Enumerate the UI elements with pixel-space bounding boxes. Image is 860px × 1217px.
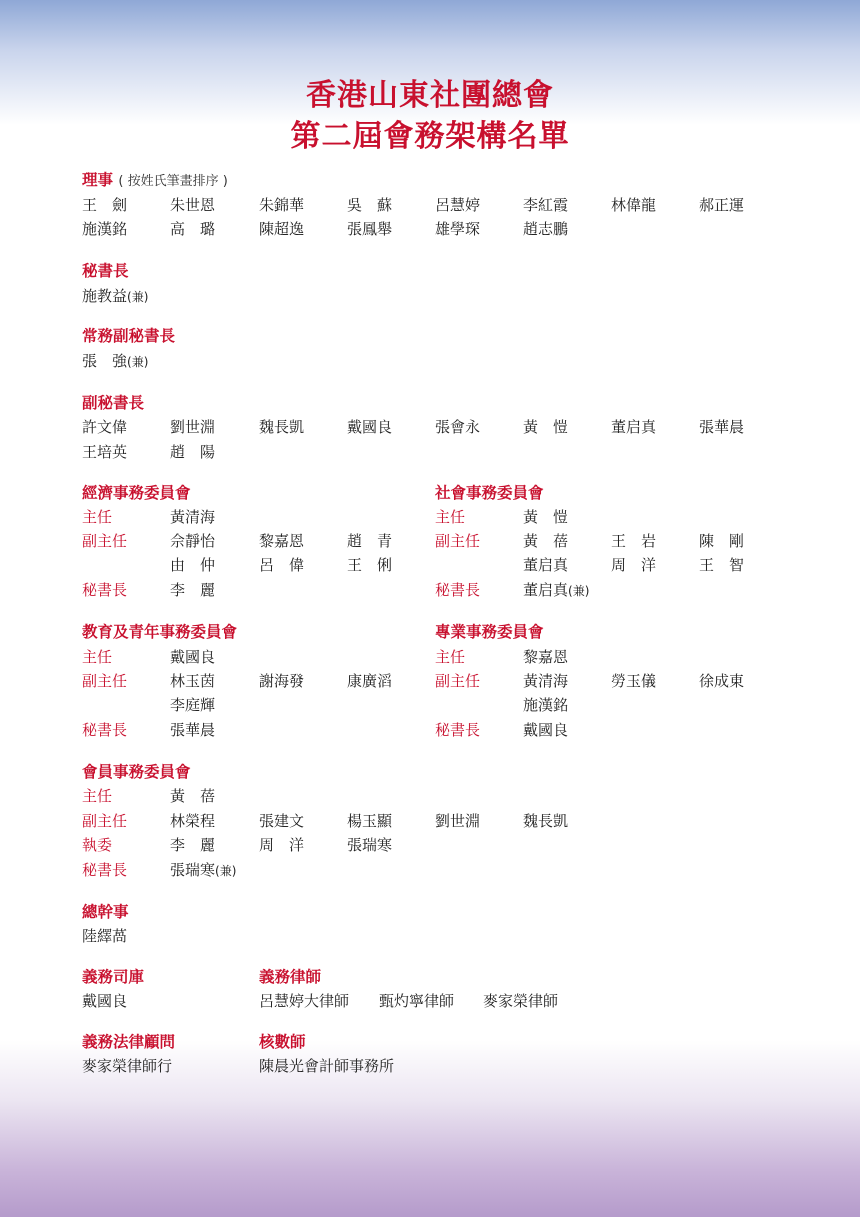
director-name: 王 劍 (82, 196, 128, 214)
director-name: 郝正運 (699, 196, 745, 214)
concurrent-suffix: (兼) (127, 355, 149, 369)
exec-deputy-sg-heading: 常務副秘書長 (82, 326, 176, 345)
social-chair: 黃 愷 (523, 508, 569, 526)
economic-secretary: 李 麗 (170, 581, 216, 599)
director-name: 朱世恩 (170, 196, 216, 214)
social-vice-chair: 董启真 (523, 556, 569, 574)
directors-heading (82, 170, 228, 192)
membership-secretary (170, 860, 236, 881)
social-committee-heading: 社會事務委員會 (435, 483, 544, 502)
education-vice-chair: 李庭輝 (170, 696, 216, 714)
education-vice-chair: 謝海發 (259, 672, 305, 690)
professional-vice-chair: 勞玉儀 (611, 672, 657, 690)
vice-chair-label: 副主任 (82, 672, 128, 690)
deputy-sg-name: 張華晨 (699, 418, 745, 436)
professional-vice-chair: 黃清海 (523, 672, 569, 690)
social-vice-chair: 陳 剛 (699, 532, 745, 550)
deputy-sg-name: 戴國良 (347, 418, 393, 436)
education-secretary: 張華晨 (170, 721, 216, 739)
deputy-sg-name: 趙 陽 (170, 443, 216, 461)
social-vice-chair: 王 智 (699, 556, 745, 574)
economic-vice-chair: 佘靜怡 (170, 532, 216, 550)
secretary-general-name (82, 286, 148, 307)
membership-secretary-text: 張瑞寒 (170, 861, 216, 879)
lawyer-name: 甄灼寧律師 (379, 992, 455, 1010)
membership-vice-chair: 林榮程 (170, 812, 216, 830)
vice-chair-label: 副主任 (82, 812, 128, 830)
directors-sort-note: ( 按姓氏筆畫排序 ) (118, 174, 228, 189)
deputy-sg-name: 董启真 (611, 418, 657, 436)
director-name: 趙志鵬 (523, 220, 569, 238)
secretary-label: 秘書長 (82, 721, 128, 739)
chair-label: 主任 (82, 508, 113, 526)
treasurer-name: 戴國良 (82, 992, 128, 1010)
concurrent-suffix: (兼) (215, 864, 237, 878)
legal-advisor-heading: 義務法律顧問 (82, 1032, 176, 1051)
auditor-name: 陳晨光會計師事務所 (259, 1057, 395, 1075)
membership-executive: 李 麗 (170, 836, 216, 854)
exec-deputy-sg-name-text: 張 強 (82, 352, 128, 370)
vice-chair-label: 副主任 (435, 532, 481, 550)
director-name: 呂慧婷 (435, 196, 481, 214)
economic-vice-chair: 趙 青 (347, 532, 393, 550)
director-name: 林偉龍 (611, 196, 657, 214)
page-subtitle: 第二屆會務架構名單 (290, 119, 570, 154)
social-secretary (523, 580, 589, 601)
secretary-general-heading: 秘書長 (82, 261, 129, 280)
membership-chair: 黃 蓓 (170, 787, 216, 805)
deputy-sg-name: 劉世淵 (170, 418, 216, 436)
membership-vice-chair: 劉世淵 (435, 812, 481, 830)
professional-vice-chair: 徐成東 (699, 672, 745, 690)
general-officer-name: 陸繹萵 (82, 927, 128, 945)
economic-vice-chair: 呂 偉 (259, 556, 305, 574)
secretary-label: 秘書長 (82, 581, 128, 599)
membership-executive: 周 洋 (259, 836, 305, 854)
lawyers-heading: 義務律師 (259, 967, 322, 986)
treasurer-heading: 義務司庫 (82, 967, 145, 986)
professional-vice-chair: 施漢銘 (523, 696, 569, 714)
economic-chair: 黃清海 (170, 508, 216, 526)
director-name: 高 璐 (170, 220, 216, 238)
director-name: 陳超逸 (259, 220, 305, 238)
chair-label: 主任 (82, 787, 113, 805)
legal-advisor-name: 麥家榮律師行 (82, 1057, 173, 1075)
education-vice-chair: 林玉茵 (170, 672, 216, 690)
auditor-heading: 核數師 (259, 1032, 306, 1051)
deputy-sg-heading: 副秘書長 (82, 393, 145, 412)
economic-committee-heading: 經濟事務委員會 (82, 483, 191, 502)
director-name: 施漢銘 (82, 220, 128, 238)
chair-label: 主任 (435, 508, 466, 526)
secretary-general-name-text: 施教益 (82, 287, 128, 305)
director-name: 雄學琛 (435, 220, 481, 238)
directors-heading-text: 理事 (82, 170, 114, 189)
membership-committee-heading: 會員事務委員會 (82, 762, 191, 781)
membership-vice-chair: 楊玉顯 (347, 812, 393, 830)
vice-chair-label: 副主任 (82, 532, 128, 550)
membership-executive: 張瑞寒 (347, 836, 393, 854)
deputy-sg-name: 黃 愷 (523, 418, 569, 436)
vice-chair-label: 副主任 (435, 672, 481, 690)
professional-chair: 黎嘉恩 (523, 648, 569, 666)
chair-label: 主任 (82, 648, 113, 666)
lawyer-name: 呂慧婷大律師 (259, 992, 350, 1010)
professional-committee-heading: 專業事務委員會 (435, 622, 544, 641)
deputy-sg-name: 魏長凱 (259, 418, 305, 436)
secretary-label: 秘書長 (435, 581, 481, 599)
economic-vice-chair: 由 仲 (170, 556, 216, 574)
director-name: 張鳳舉 (347, 220, 393, 238)
social-vice-chair: 周 洋 (611, 556, 657, 574)
exec-deputy-sg-name (82, 351, 148, 372)
deputy-sg-name: 王培英 (82, 443, 128, 461)
director-name: 吳 蘇 (347, 196, 393, 214)
executive-label: 執委 (82, 836, 113, 854)
secretary-label: 秘書長 (82, 861, 128, 879)
concurrent-suffix: (兼) (127, 290, 149, 304)
deputy-sg-name: 許文偉 (82, 418, 128, 436)
deputy-sg-name: 張會永 (435, 418, 481, 436)
education-chair: 戴國良 (170, 648, 216, 666)
economic-vice-chair: 王 俐 (347, 556, 393, 574)
director-name: 朱錦華 (259, 196, 305, 214)
social-secretary-text: 董启真 (523, 581, 569, 599)
membership-vice-chair: 張建文 (259, 812, 305, 830)
economic-vice-chair: 黎嘉恩 (259, 532, 305, 550)
education-committee-heading: 教育及青年事務委員會 (82, 622, 238, 641)
general-officer-heading: 總幹事 (82, 902, 129, 921)
chair-label: 主任 (435, 648, 466, 666)
secretary-label: 秘書長 (435, 721, 481, 739)
membership-vice-chair: 魏長凱 (523, 812, 569, 830)
concurrent-suffix: (兼) (568, 584, 590, 598)
education-vice-chair: 康廣滔 (347, 672, 393, 690)
social-vice-chair: 黃 蓓 (523, 532, 569, 550)
page-title: 香港山東社團總會 (306, 78, 554, 113)
lawyer-name: 麥家榮律師 (483, 992, 559, 1010)
professional-secretary: 戴國良 (523, 721, 569, 739)
director-name: 李紅霞 (523, 196, 569, 214)
social-vice-chair: 王 岩 (611, 532, 657, 550)
